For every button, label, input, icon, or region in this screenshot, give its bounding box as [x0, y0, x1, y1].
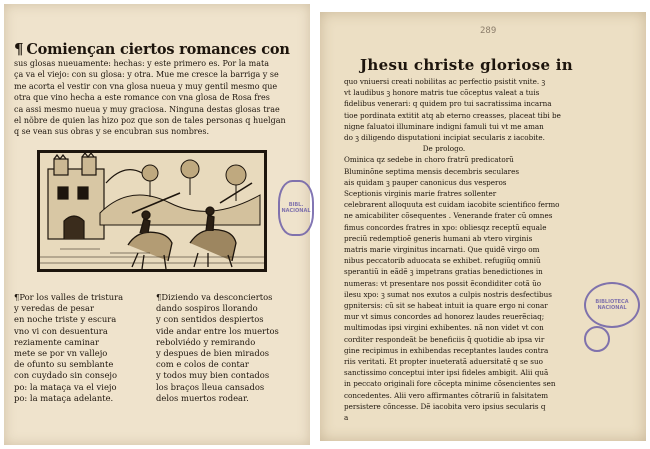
- verse-column-right: [156, 292, 279, 404]
- pilcrow-icon: ¶: [14, 292, 20, 302]
- body-line: multimodas ipsi virgini exhibentes. nã non videt vt con: [344, 323, 544, 333]
- body-line: ne amicabiliter cõsequentes . Venerande frater cũ omnes: [344, 211, 553, 221]
- verse-line: po: la mataça adelante.: [14, 392, 114, 403]
- body-line: mur vt simus concordes ad honorez laudes reuerẽciaq;: [344, 312, 545, 322]
- verse-line: dando sospiros llorando: [156, 303, 258, 314]
- left-heading-text: Comiençan ciertos romances con: [26, 41, 290, 58]
- body-line: persistere cõncesse. Dẽ iacobita vero ipsius secularis q: [344, 401, 546, 411]
- verse-line: mete se por vn vallejo: [14, 348, 108, 359]
- left-intro-paragraph: [14, 58, 299, 138]
- verse-line: y veredas de pesar: [14, 303, 94, 314]
- verse-line: delos muertos rodear.: [156, 392, 249, 403]
- body-line: vt laudibus ꝫ honore matris tue cõceptus valeat a tuis: [344, 88, 540, 98]
- body-line: a: [344, 413, 349, 423]
- body-line: quo vniuersi creati nobilitas ac perfectio psistit vnite. ꝫ: [344, 77, 546, 86]
- intro-line: sus glosas nueuamente: hechas: y este primero es. Por la mata: [14, 59, 269, 68]
- intro-line: el nõbre de quien las hizo poz que son de tales personas q huelgan: [14, 116, 286, 126]
- body-line: in peccato originali fore cõcepta minime cõsencientes sen: [344, 379, 556, 389]
- body-line: nibus peccatorib aduocata se exhibet. refugiũq omniũ: [344, 256, 541, 266]
- verse-line: vno vi con desuentura: [14, 325, 108, 336]
- verse-line: los braços lleua cansados: [156, 381, 265, 392]
- right-heading: Jhesu christe gloriose in: [360, 56, 574, 74]
- intro-line: me acorta el vestir con vna glosa nueua y muy gentil mesmo que: [14, 81, 278, 91]
- verse-column-left: [14, 292, 123, 404]
- body-line: concedentes. Alii vero affirmantes cõtrariũ in falsitatem: [344, 390, 549, 400]
- body-line: Bluminõne septima mensis decembris seculares: [344, 166, 520, 176]
- library-stamp-right: [584, 282, 640, 328]
- right-body-text: [344, 76, 634, 423]
- verse-line: y todos muy bien contados: [156, 370, 270, 381]
- verse-line: com e colos de contar: [156, 359, 249, 370]
- body-line: matris marie virginitus incarnati. Que quidẽ virgo om: [344, 245, 540, 255]
- verse-line: [14, 292, 123, 303]
- verse-line: reziamente caminar: [14, 336, 100, 347]
- intro-line: ca assi mesmo nueua y muy graciosa. Ninguna destas glosas trae: [14, 104, 280, 114]
- verse-line: de ofunto su semblante: [14, 359, 114, 370]
- verse-line: rebolviédo y remirando: [156, 336, 256, 347]
- pilcrow-icon: ¶: [14, 40, 24, 58]
- verse-line: y con sentidos despiertos: [156, 314, 264, 325]
- body-line: fidelibus venerari: q quidem pro tui sacratissima incarna: [344, 99, 552, 109]
- body-line: gine recipimus in exhibendas receptantes laudes contra: [344, 345, 549, 355]
- library-stamp-small: [584, 326, 610, 352]
- body-line: Sceptionis virginis marie fratres sollenter: [344, 189, 497, 199]
- woodcut-battle-scene: [40, 153, 264, 269]
- body-line: ais quidam ꝫ pauper canonicus dus vesperos: [344, 177, 507, 187]
- verse-line: [156, 292, 279, 303]
- body-line: do ꝫ diligendo disputationi incipiat secularis z iacobite.: [344, 133, 545, 143]
- body-line: ilesu xpo: ꝫ sumat nos exutos a culpis nostris desfectibus: [344, 289, 552, 299]
- shelf-number: 289: [480, 26, 497, 36]
- body-line: Ominica qz sedebe in choro fratrũ predicatorũ: [344, 155, 514, 165]
- woodcut-illustration: [37, 150, 267, 272]
- stamp-text: BIBL. NACIONAL: [281, 202, 311, 214]
- verse-line-text: Por los valles de tristura: [19, 292, 124, 302]
- verse-line: vide andar entre los muertos: [156, 325, 279, 336]
- stamp-text: BIBLIOTECA NACIONAL: [595, 299, 629, 311]
- library-stamp-left: [278, 180, 314, 236]
- verse-line: po: la mataça va el viejo: [14, 381, 117, 392]
- intro-line: ça va el viejo: con su glosa: y otra. Mue me cresce la barriga y se: [14, 70, 279, 80]
- left-heading: [14, 40, 299, 58]
- intro-line: otra que vino hecha a este romance con vna glosa de Rosa fres: [14, 93, 270, 103]
- body-line: fimus concordes fratres in xpo: obliesqz receptũ equale: [344, 222, 547, 232]
- body-line: preciũ redemptioẽ generis humani ab vtero virginis: [344, 233, 533, 243]
- body-line: De prologo.: [422, 144, 466, 154]
- pilcrow-icon: ¶: [156, 292, 162, 302]
- body-line: gpnitersis: cũ sit se habeat intuit ia quare ergo ni conar: [344, 301, 548, 311]
- body-line: sanctissimo conceptui inter ipsi fideles ambigit. Alii quã: [344, 368, 549, 378]
- body-line: nigne faluatoi illuminare indigni famuli tui vt me aman: [344, 121, 544, 131]
- body-line: corditer respondeãt be beneficiis q̃ quotidie ab ipsa vir: [344, 334, 545, 344]
- body-line: riis veritati. Et propter inueteratã aduersitatẽ q se suo: [344, 357, 543, 367]
- body-line: celebrarent alloquuta est cuidam iacobite scientifico fermo: [344, 200, 560, 210]
- verse-line-text: Diziendo va desconciertos: [161, 292, 273, 302]
- verse-line: y despues de bien mirados: [156, 348, 270, 359]
- body-line: tioe pordinata extitit atq ab eterno creasses, placeat tibi be: [344, 110, 561, 120]
- body-line: numeras: vt presentare nos possit ẽcondiditer cotã ũo: [344, 278, 542, 288]
- verse-line: con cuydado sin consejo: [14, 370, 118, 381]
- verse-line: en noche triste y escura: [14, 314, 117, 325]
- intro-line: q se vean sus obras y se encubran sus nombres.: [14, 127, 210, 137]
- body-line: sperantiũ in eãdẽ ꝫ impetrans gratias benedictiones in: [344, 267, 543, 277]
